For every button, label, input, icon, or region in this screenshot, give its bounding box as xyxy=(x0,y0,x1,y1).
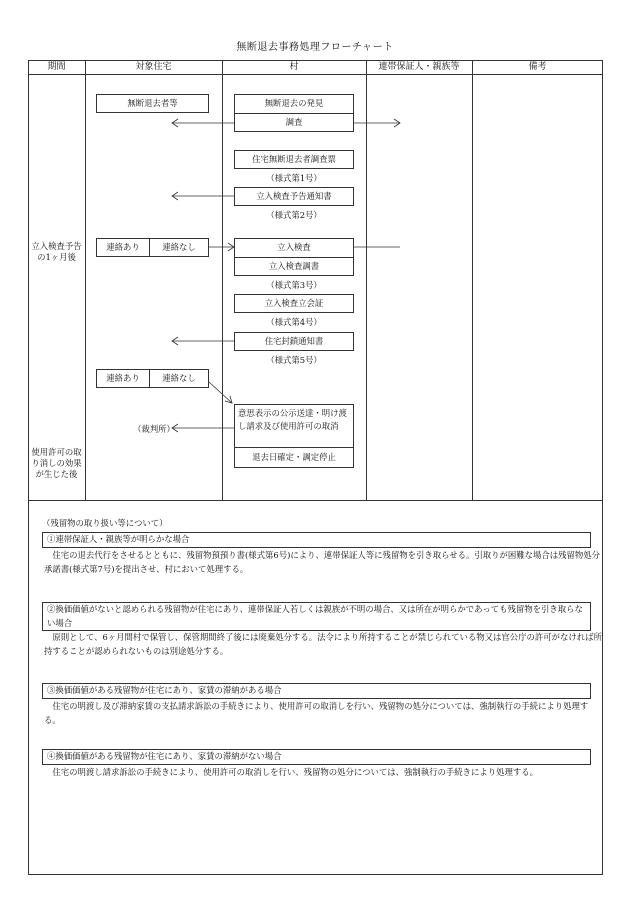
form4-label: （様式第4号） xyxy=(266,317,322,327)
note-1-title: ①連帯保証人・親族等が明らかな場合 xyxy=(42,532,591,548)
header-village: 村 xyxy=(289,62,299,72)
header-period: 期間 xyxy=(47,62,66,72)
evader-box: 無断退去者等 xyxy=(96,94,209,113)
inspection-box xyxy=(234,238,354,276)
header-remarks: 備考 xyxy=(528,62,547,72)
note-2-title: ②換価価値がないと認められる残留物が住宅にあり、連帯保証人若しくは親族が不明の場合、又は所在が明らかであっても残留物を引き取らない場合 xyxy=(42,602,591,631)
inspection-report-label: 立入検査調書 xyxy=(268,261,320,271)
inspection-label: 立入検査 xyxy=(235,239,353,258)
witness-cert-box: 立入検査立会証 xyxy=(234,294,354,313)
final-steps-box xyxy=(234,404,354,468)
note-4-body: 住宅の明渡し請求訴訟の手続きにより、使用許可の取消しを行い、残留物の処分については、強制執行の手続きにより処理する。 xyxy=(52,767,538,777)
investigation-label: 調査 xyxy=(285,117,303,127)
notes-heading: （残留物の取り扱い等について） xyxy=(42,518,168,528)
flow-section-divider xyxy=(28,500,603,501)
note-2-body: 原則として、6ヶ月間村で保管し、保管期間終了後には廃棄処分する。法令により所持することが禁じられている物又は官公庁の許可がなければ所持することが認められないものは別途処分する。 xyxy=(44,632,602,656)
period-inspection: 立入検査予告の1ヶ月後 xyxy=(31,241,82,262)
contact-group-2 xyxy=(96,369,209,388)
notice-inspection-box: 立入検査予告通知書 xyxy=(234,187,354,206)
header-guarantor: 連帯保証人・親族等 xyxy=(378,62,460,72)
public-notice-label: 意思表示の公示送達・明け渡し請求及び使用許可の取消 xyxy=(235,405,353,448)
survey-form-box: 住宅無断退去者調査票 xyxy=(234,150,354,169)
contact-yes-2: 連絡あり xyxy=(97,370,150,387)
column-divider-village xyxy=(366,60,367,500)
contact-no-1: 連絡なし xyxy=(162,242,196,252)
document-title: 無断退去事務処理フローチャート xyxy=(236,42,394,53)
note-3-title: ③換価価値がある残留物が住宅にあり、家賃の滞納がある場合 xyxy=(42,683,591,699)
fixed-date-label: 退去日確定・調定停止 xyxy=(252,452,336,462)
note-1-body: 住宅の退去代行をさせるとともに、残留物預預り書(様式第6号)により、連帯保証人等に残留物を引き取らせる。引取りが困難な場合は残留物処分承諾書(様式第7号)を提出させ、村において処理する。 xyxy=(44,550,600,574)
seal-notice-box: 住宅封鎖通知書 xyxy=(234,332,354,351)
header-housing: 対象住宅 xyxy=(135,62,172,72)
court-label: （裁判所） xyxy=(133,424,175,434)
period-cancellation: 使用許可の取り消しの効果が生じた後 xyxy=(31,447,82,479)
discovery-label: 無断退去の発見 xyxy=(235,95,353,114)
note-4-title: ④換価価値がある残留物が住宅にあり、家賃の滞納がない場合 xyxy=(42,749,591,765)
form5-label: （様式第5号） xyxy=(266,355,322,365)
column-divider-housing xyxy=(222,60,223,500)
discovery-investigation-box xyxy=(234,94,354,132)
contact-no-2: 連絡なし xyxy=(162,373,196,383)
contact-group-1 xyxy=(96,238,209,257)
column-divider-guarantor xyxy=(472,60,473,500)
form3-label: （様式第3号） xyxy=(266,280,322,290)
header-divider xyxy=(28,74,603,75)
form1-label: （様式第1号） xyxy=(266,173,322,183)
form2-label: （様式第2号） xyxy=(266,210,322,220)
contact-yes-1: 連絡あり xyxy=(97,239,150,256)
note-3-body: 住宅の明渡し及び滞納家賃の支払請求訴訟の手続きにより、使用許可の取消しを行い、残留物の処分については、強制執行の手続により処理する。 xyxy=(44,701,589,725)
column-divider-period xyxy=(85,60,86,500)
